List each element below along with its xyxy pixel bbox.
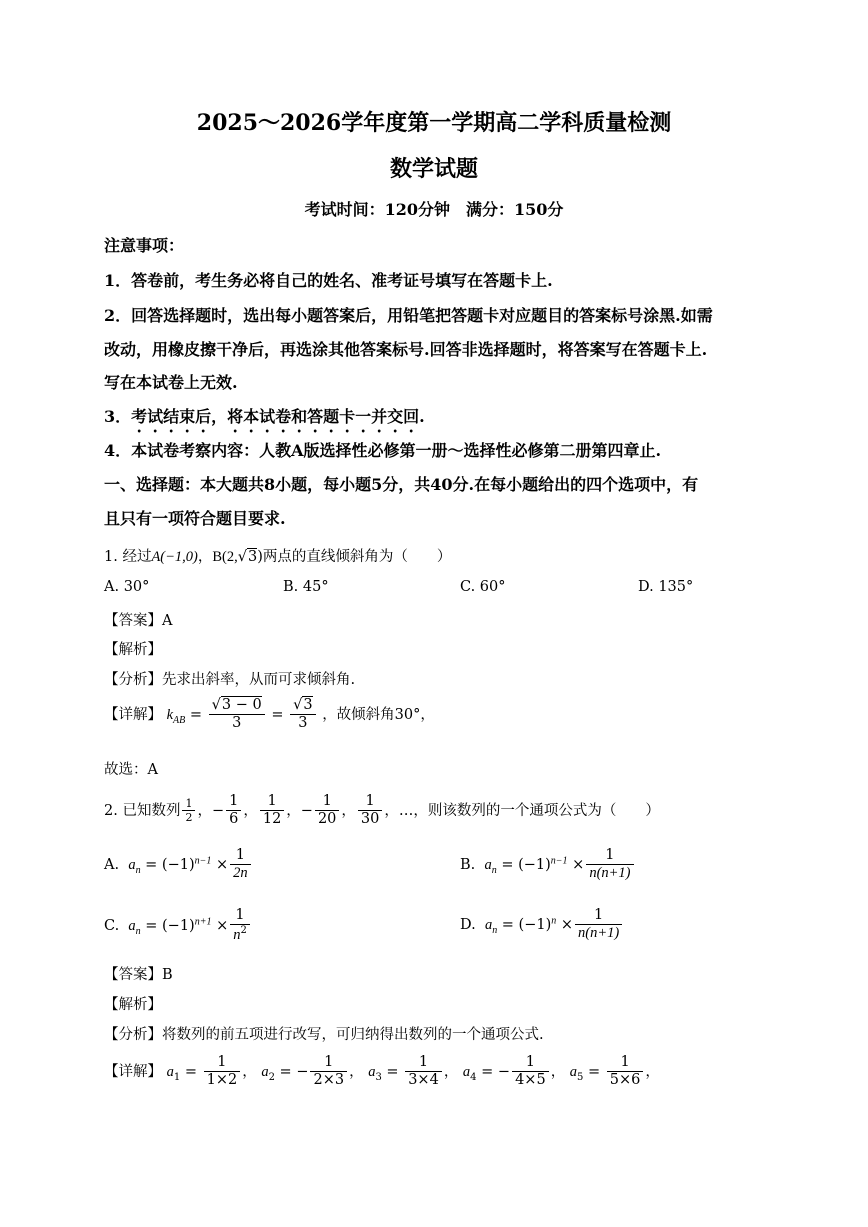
q1-answer: 【答案】A xyxy=(104,613,173,629)
q2-stem: 2. 已知数列 $\frac{1}{2}$ ，− $\frac{1}{6}$ ， $\frac{1}{12}$ ，− $\frac{1}{20}$ ， $\frac{1}{30}$ ，…，则该数列的一个通项公式为（ ） xyxy=(104,793,660,827)
notice-item-2-line2: 改动，用橡皮擦干净后，再选涂其他答案标号.回答非选择题时，将答案写在答题卡上. xyxy=(104,340,708,359)
q1-k: k xyxy=(166,707,174,724)
exam-title: 2025～2026学年度第一学期高二学科质量检测 xyxy=(196,110,672,136)
q1-sep: ， xyxy=(197,549,213,565)
notice-item-4: 4．本试卷考察内容：人教A版选择性必修第一册～选择性必修第二册第四章止. xyxy=(104,441,662,460)
notice-item-1: 1．答卷前，考生务必将自己的姓名、准考证号填写在答题卡上. xyxy=(104,271,553,290)
notice-item-3-prefix: 3． xyxy=(104,407,132,426)
notice-item-2-line1: 2．回答选择题时，选出每小题答案后，用铅笔把答题卡对应题目的答案标号涂黑.如需 xyxy=(104,306,713,325)
q2-answer: 【答案】B xyxy=(104,967,173,983)
q2-option-d: D. $a_n = (-1)^n$ × $\frac{1}{n(n+1)}$ xyxy=(460,908,624,942)
section-1-line1: 一、选择题：本大题共8小题，每小题5分，共40分.在每小题给出的四个选项中，有 xyxy=(104,475,699,494)
equals: = xyxy=(189,707,203,724)
q2-option-c: C. $a_n = (-1)^{n+1}$ × $\frac{1}{n^2}$ xyxy=(104,908,252,944)
q1-close: ) xyxy=(257,549,263,565)
q1-detail xyxy=(104,698,435,732)
q1-point-a: A(−1,0) xyxy=(151,549,198,565)
q1-point-b: B(2, xyxy=(212,549,238,565)
q2-prefix: 2. 已知数列 xyxy=(104,803,181,820)
q2-option-a: A. $a_n = (-1)^{n-1}$ × $\frac{1}{2n}$ xyxy=(104,848,253,882)
q1-k-sub: AB xyxy=(173,715,186,727)
seq-term: $\frac{1}{2}$ xyxy=(182,798,195,824)
q1-option-d: D. 135° xyxy=(638,579,694,595)
section-1-line2: 且只有一项符合题目要求. xyxy=(104,509,286,528)
q2-detail: 【详解】 $a_1$ = $\frac{1}{1\times 2}$ ， $a_2$ = − $\frac{1}{2\times 3}$ ， $a_3$ = $\frac{1}{3\times 4}$ ， $a_4$ = − $\frac{1}{4\times 5}$ ， $a_5$ = $\frac{1}{5\times 6}$ ， xyxy=(104,1054,660,1088)
q1-analysis: 【解析】 xyxy=(104,642,162,658)
seq-term: $\frac{1}{30}$ xyxy=(358,794,382,828)
q1-prefix: 1. 经过 xyxy=(104,549,152,565)
notice-heading: 注意事项： xyxy=(104,236,185,255)
q1-suffix: 两点的直线倾斜角为（ ） xyxy=(262,549,452,565)
q2-analysis: 【解析】 xyxy=(104,997,162,1013)
exam-info: 考试时间：120分钟 满分：150分 xyxy=(304,200,564,219)
notice-item-3-text: 考试结束后，将本试卷和答题卡一并交回. xyxy=(131,407,425,426)
q1-option-c: C. 60° xyxy=(460,579,506,595)
notice-item-3 xyxy=(104,404,425,436)
q1-frac-2: $\frac{√3}{3}$ xyxy=(290,698,315,732)
q1-option-b: B. 45° xyxy=(283,579,329,595)
q1-detail-end: ，故倾斜角30°， xyxy=(322,707,435,724)
equals-2: = xyxy=(271,707,284,724)
q1-fenxi: 【分析】先求出斜率，从而可求倾斜角. xyxy=(104,672,356,688)
q1-sqrt-radicand: 3 xyxy=(248,549,258,565)
notice-item-2-line3: 写在本试卷上无效. xyxy=(104,373,238,392)
q1-detail-label: 【详解】 xyxy=(104,707,162,724)
q1-stem xyxy=(104,545,451,566)
exam-subtitle: 数学试题 xyxy=(389,156,478,182)
seq-term: $\frac{1}{6}$ xyxy=(226,794,241,828)
q2-suffix: ，…，则该数列的一个通项公式为（ ） xyxy=(384,803,660,820)
q2-option-b: B. $a_n = (-1)^{n-1}$ × $\frac{1}{n(n+1)}$ xyxy=(460,848,636,882)
sqrt-icon: √ xyxy=(237,549,248,565)
q2-fenxi: 【分析】将数列的前五项进行改写，可归纳得出数列的一个通项公式. xyxy=(104,1027,544,1043)
q1-choose: 故选：A xyxy=(104,762,158,778)
q1-option-a: A. 30° xyxy=(104,579,150,595)
q1-frac-1: $\frac{√3 - 0}{3}$ xyxy=(209,698,265,732)
seq-term: $\frac{1}{12}$ xyxy=(260,794,284,828)
seq-term: $\frac{1}{20}$ xyxy=(315,794,339,828)
